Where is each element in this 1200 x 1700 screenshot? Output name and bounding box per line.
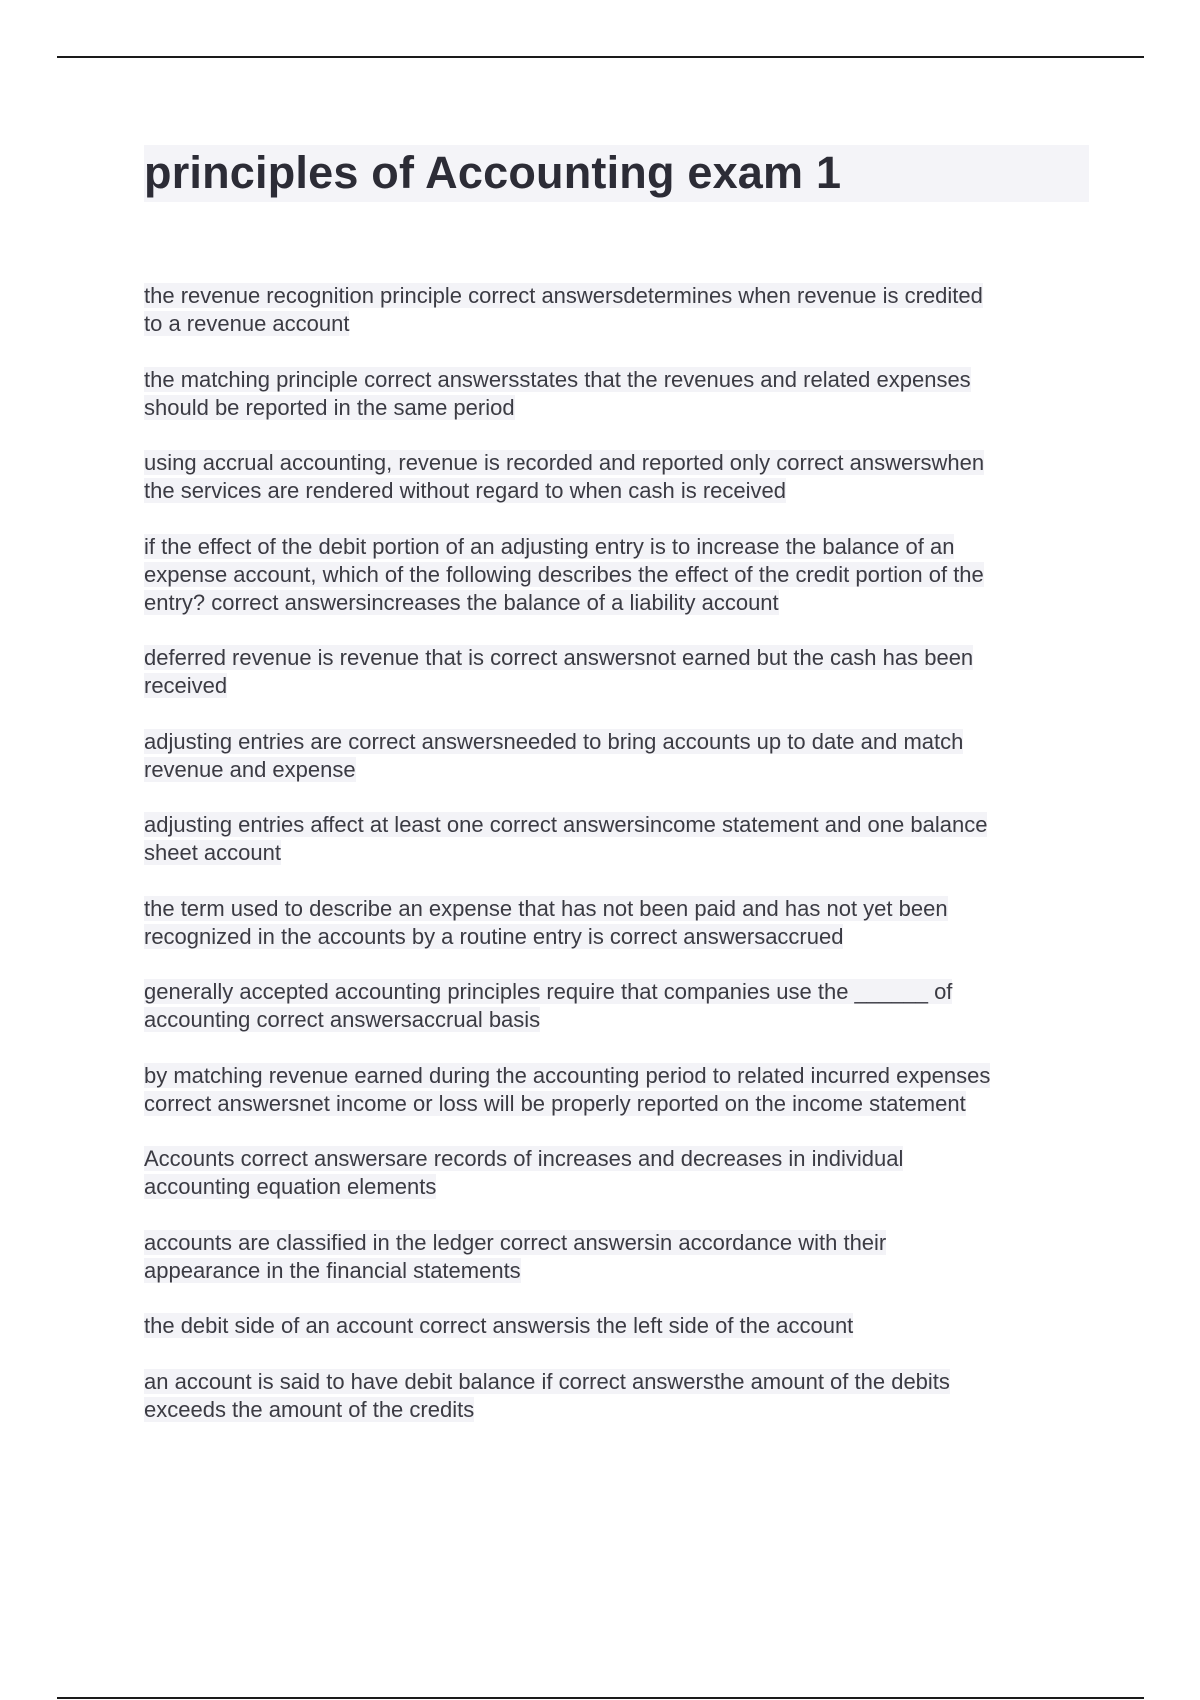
bottom-rule [57, 1697, 1144, 1699]
qa-line-text: sheet account [144, 840, 281, 865]
qa-line [144, 1145, 1084, 1173]
qa-line-text: by matching revenue earned during the accounting period to related incurred expenses [144, 1062, 991, 1088]
qa-item [144, 1229, 1084, 1285]
qa-line-text: the term used to describe an expense that has not been paid and has not yet been [144, 895, 948, 921]
qa-list [144, 282, 1084, 1451]
qa-item [144, 1145, 1084, 1201]
qa-line-text: accounts are classified in the ledger correct answersin accordance with their [144, 1229, 887, 1255]
qa-item [144, 1062, 1084, 1118]
qa-item [144, 449, 1084, 505]
qa-line [144, 477, 1084, 505]
qa-line-text: using accrual accounting, revenue is recorded and reported only correct answerswhen [144, 450, 985, 475]
qa-line-text: deferred revenue is revenue that is correct answersnot earned but the cash has been [144, 645, 974, 670]
qa-line-text: the matching principle correct answersstates that the revenues and related expenses [144, 366, 971, 392]
qa-line [144, 1396, 1084, 1424]
qa-line [144, 1368, 1084, 1396]
qa-line-text: an account is said to have debit balance if correct answersthe amount of the debits [144, 1368, 950, 1394]
qa-line-text: entry? correct answersincreases the balance of a liability account [144, 589, 779, 615]
qa-line-text: received [144, 673, 228, 698]
qa-item [144, 533, 1084, 617]
qa-line [144, 310, 1084, 338]
qa-line [144, 728, 1084, 756]
qa-line [144, 533, 1084, 561]
qa-item [144, 1312, 1084, 1340]
qa-line [144, 589, 1084, 617]
qa-line [144, 282, 1084, 310]
qa-line [144, 1312, 1084, 1340]
qa-line-text: generally accepted accounting principles require that companies use the ______ of [144, 979, 953, 1004]
qa-item [144, 895, 1084, 951]
qa-line-text: exceeds the amount of the credits [144, 1396, 475, 1422]
qa-line [144, 394, 1084, 422]
qa-line [144, 1229, 1084, 1257]
qa-line-text: the services are rendered without regard to when cash is received [144, 478, 787, 503]
qa-line [144, 978, 1084, 1006]
qa-line [144, 1006, 1084, 1034]
qa-line-text: correct answersnet income or loss will be properly reported on the income statement [144, 1090, 966, 1116]
qa-line [144, 1173, 1084, 1201]
qa-line [144, 1062, 1084, 1090]
qa-item [144, 1368, 1084, 1424]
qa-line [144, 1257, 1084, 1285]
qa-item [144, 978, 1084, 1034]
qa-line-text: accounting correct answersaccrual basis [144, 1007, 541, 1032]
qa-line [144, 366, 1084, 394]
qa-line [144, 895, 1084, 923]
qa-line [144, 672, 1084, 700]
qa-line-text: the revenue recognition principle correct answersdetermines when revenue is credited [144, 283, 983, 308]
qa-line-text: appearance in the financial statements [144, 1257, 521, 1283]
qa-line-text: adjusting entries are correct answersneeded to bring accounts up to date and match [144, 728, 964, 754]
qa-line-text: to a revenue account [144, 311, 350, 336]
qa-line-text: adjusting entries affect at least one correct answersincome statement and one balance [144, 812, 988, 837]
qa-line-text: accounting equation elements [144, 1174, 437, 1199]
qa-line-text: if the effect of the debit portion of an adjusting entry is to increase the balance of an [144, 533, 955, 559]
qa-line [144, 561, 1084, 589]
qa-item [144, 811, 1084, 867]
qa-line [144, 811, 1084, 839]
qa-line-text: expense account, which of the following describes the effect of the credit portion of the [144, 561, 984, 587]
qa-line [144, 1090, 1084, 1118]
qa-item [144, 282, 1084, 338]
qa-line [144, 839, 1084, 867]
qa-line [144, 923, 1084, 951]
qa-line-text: should be reported in the same period [144, 394, 515, 420]
qa-line [144, 449, 1084, 477]
page-title: principles of Accounting exam 1 [144, 145, 1089, 202]
top-rule [57, 56, 1144, 58]
qa-line-text: revenue and expense [144, 756, 356, 782]
qa-line-text: recognized in the accounts by a routine entry is correct answersaccrued [144, 923, 844, 949]
qa-line-text: Accounts correct answersare records of increases and decreases in individual [144, 1146, 904, 1171]
qa-item [144, 366, 1084, 422]
qa-item [144, 644, 1084, 700]
qa-line-text: the debit side of an account correct answersis the left side of the account [144, 1313, 854, 1338]
qa-line [144, 644, 1084, 672]
qa-line [144, 756, 1084, 784]
qa-item [144, 728, 1084, 784]
